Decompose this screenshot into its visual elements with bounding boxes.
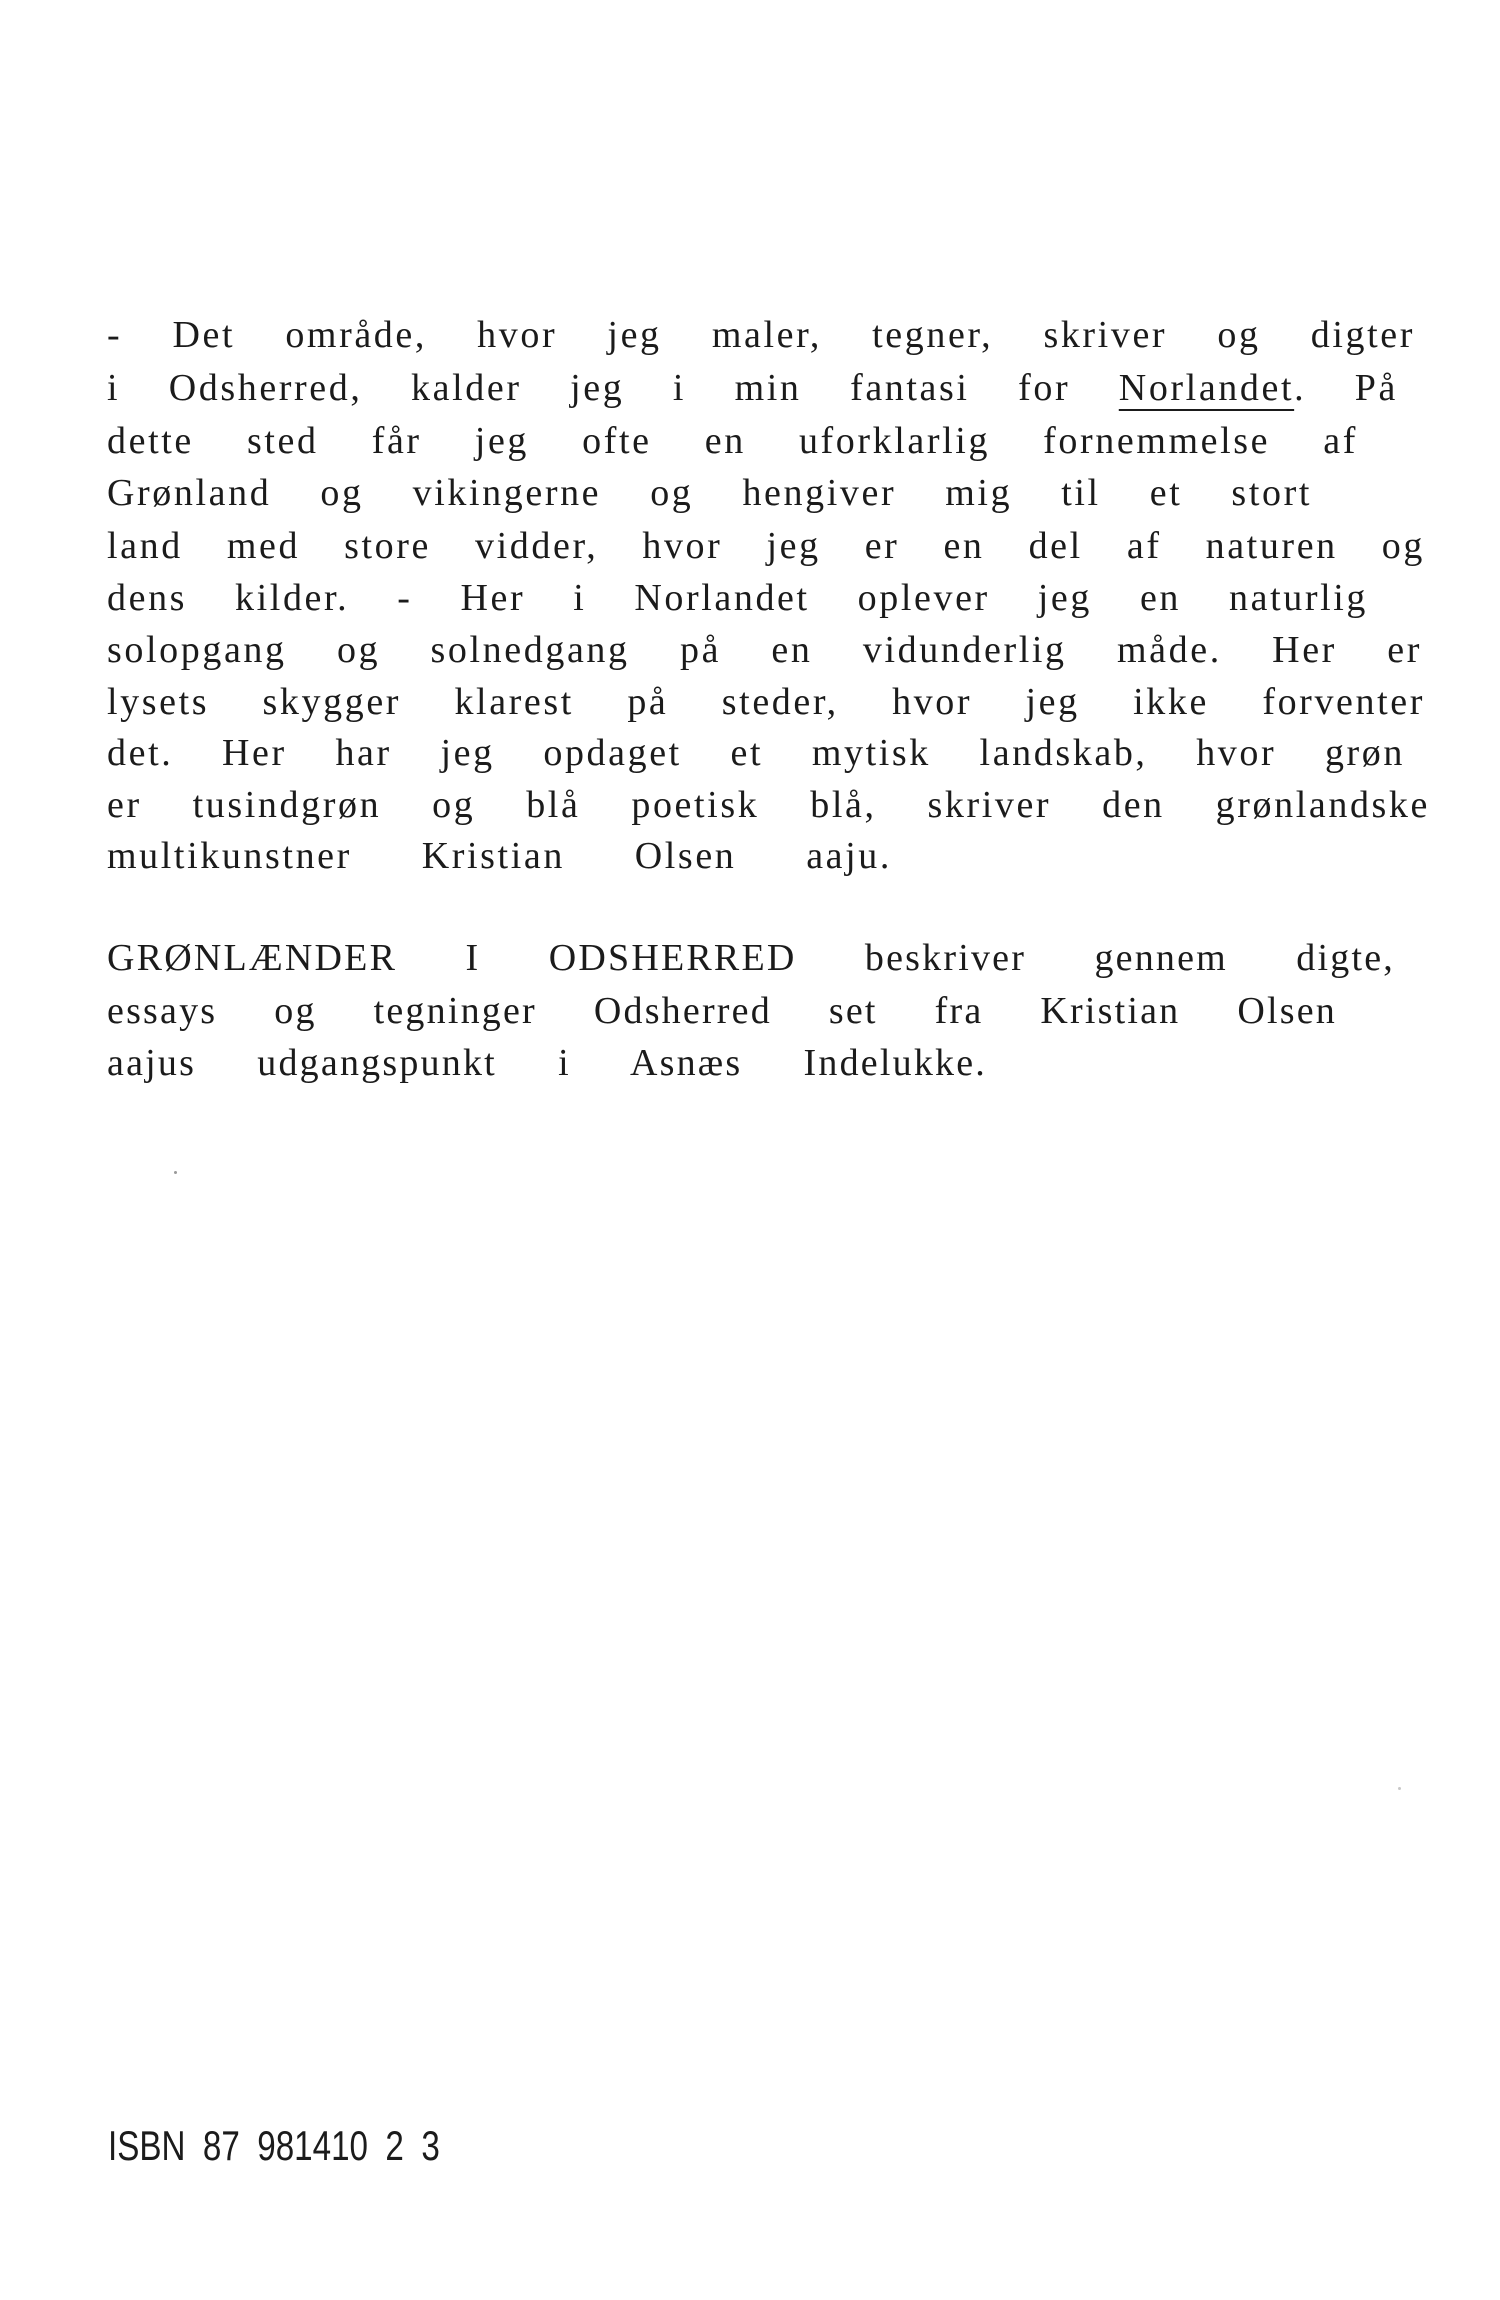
text-line: dette sted får jeg ofte en uforklarlig fornemmelse af xyxy=(107,420,1358,462)
text-line: multikunstner Kristian Olsen aaju. xyxy=(107,835,892,877)
text-line: dens kilder. - Her i Norlandet oplever jeg en naturlig xyxy=(107,577,1368,619)
text-line: lysets skygger klarest på steder, hvor jeg ikke forventer xyxy=(107,681,1425,723)
text-segment: . På xyxy=(1294,367,1398,409)
text-line: Grønland og vikingerne og hengiver mig til et stort xyxy=(107,472,1312,514)
underlined-place-name: Norlandet xyxy=(1118,367,1295,409)
text-line: aajus udgangspunkt i Asnæs Indelukke. xyxy=(107,1042,987,1084)
text-line: det. Her har jeg opdaget et mytisk landskab, hvor grøn xyxy=(107,732,1405,774)
text-line xyxy=(107,369,1398,407)
text-line: solopgang og solnedgang på en vidunderlig måde. Her er xyxy=(107,629,1422,671)
text-line: er tusindgrøn og blå poetisk blå, skriver den grønlandske xyxy=(107,784,1430,826)
isbn-block xyxy=(108,2124,440,2168)
scan-speck xyxy=(1398,1787,1401,1790)
text-line: - Det område, hvor jeg maler, tegner, skriver og digter xyxy=(107,314,1415,356)
text-line: land med store vidder, hvor jeg er en del af naturen og xyxy=(107,525,1425,567)
text-line: essays og tegninger Odsherred set fra Kristian Olsen xyxy=(107,990,1337,1032)
text-line: GRØNLÆNDER I ODSHERRED beskriver gennem digte, xyxy=(107,937,1395,979)
text-segment: i Odsherred, kalder jeg i min fantasi for xyxy=(107,367,1071,409)
isbn-number: ISBN 87 981410 2 3 xyxy=(108,2122,440,2169)
scan-speck xyxy=(174,1171,177,1174)
